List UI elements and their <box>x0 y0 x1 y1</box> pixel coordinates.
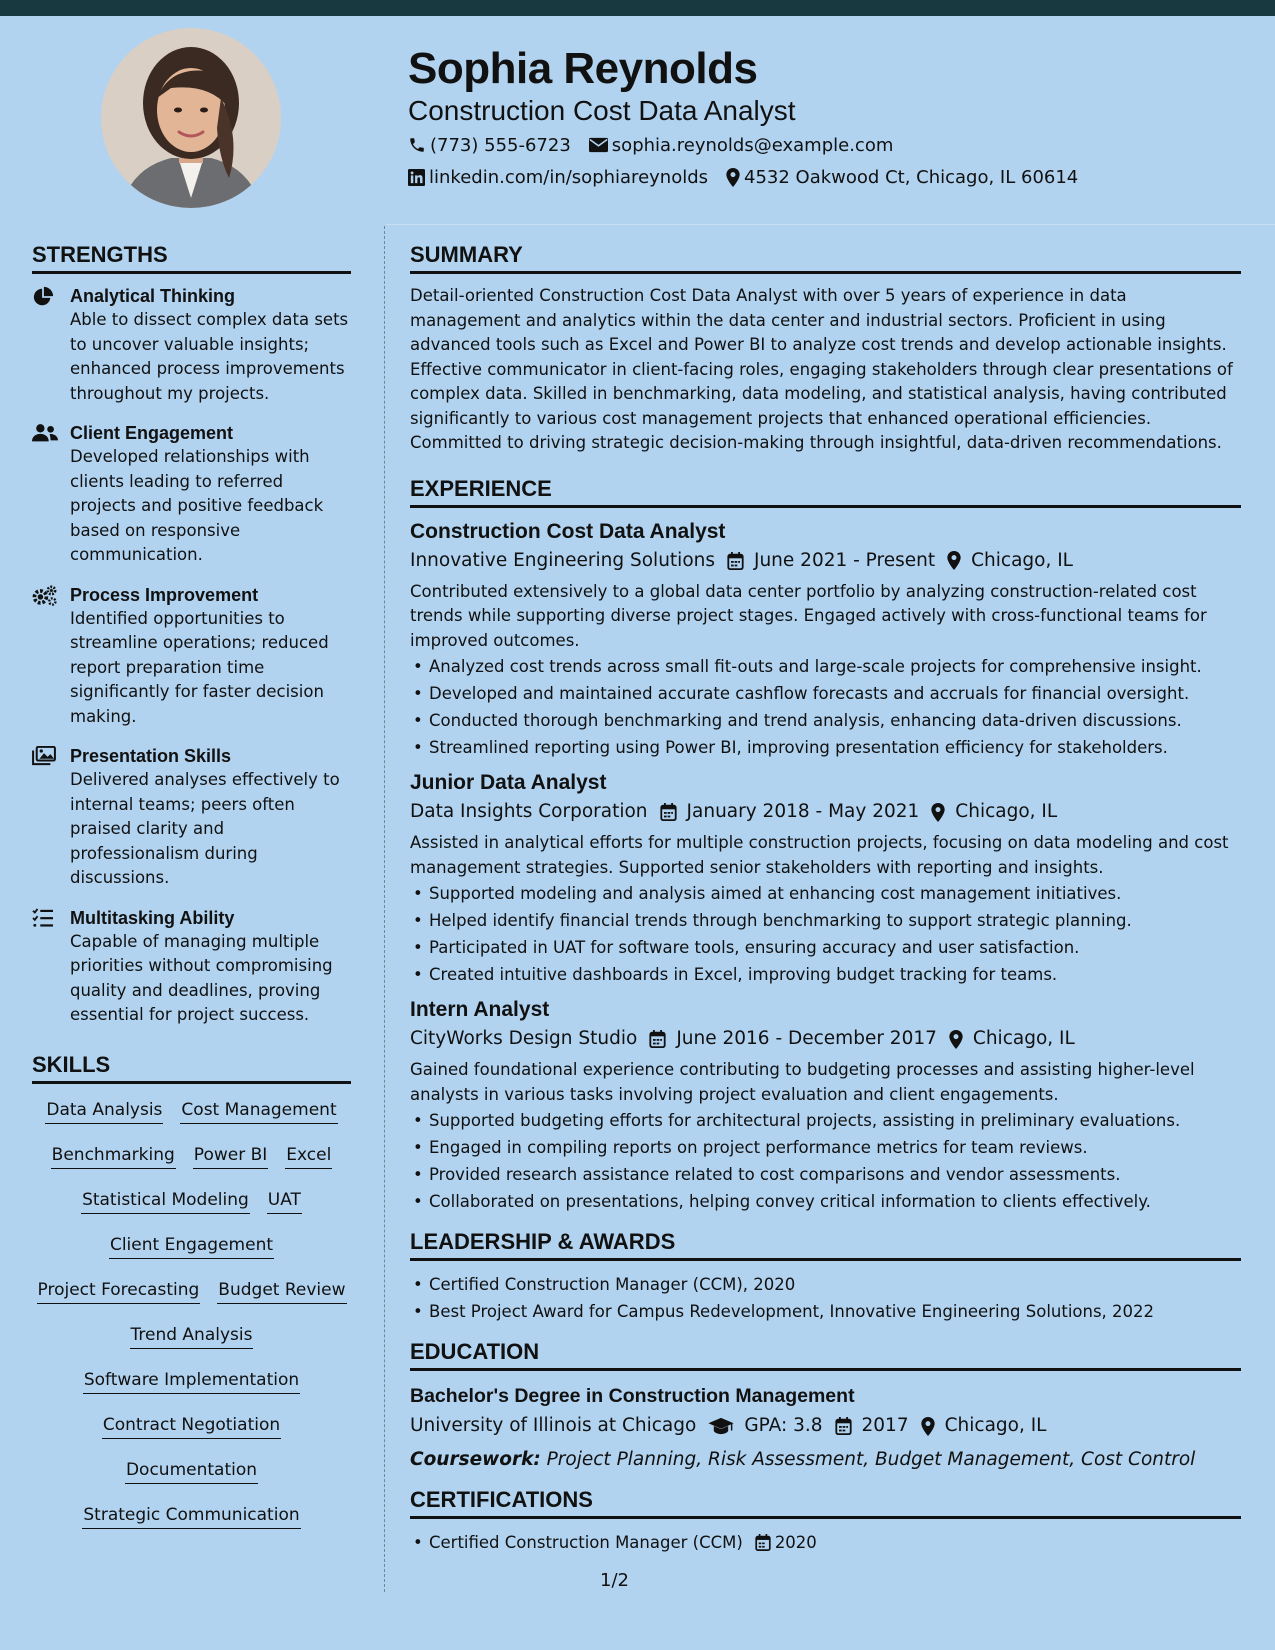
phone-icon <box>408 136 426 154</box>
phone-contact <box>408 135 571 156</box>
job-meta <box>410 546 1241 576</box>
skills-list <box>32 1094 351 1529</box>
skill-tag: Software Implementation <box>83 1368 300 1394</box>
strength-item <box>32 583 351 730</box>
list-item: • Developed and maintained accurate cashflow forecasts and accruals for financial oversight. <box>410 680 1241 707</box>
linkedin-icon <box>408 169 425 186</box>
list-item: • Participated in UAT for software tools, ensuring accuracy and user satisfaction. <box>410 934 1241 961</box>
strengths-heading: STRENGTHS <box>32 240 351 274</box>
job-title: Junior Data Analyst <box>410 771 607 794</box>
strength-item <box>32 284 351 406</box>
contact-row-1 <box>408 130 1248 160</box>
calendar-icon <box>755 1534 771 1551</box>
skill-tag: UAT <box>267 1188 302 1214</box>
strength-item <box>32 421 351 568</box>
list-item: • Supported modeling and analysis aimed at enhancing cost management initiatives. <box>410 880 1241 907</box>
summary-text: Detail-oriented Construction Cost Data Analyst with over 5 years of experience in data management and analytics within the data center and industrial sectors. Proficient in using advanced tools such as Excel and Power BI to analyze cost trends and develop actionable insights. Effective communicator in client-facing roles, engaging stakeholders through clear presentations of complex data. Skilled in benchmarking, data modeling, and statistical analysis, having contributed significantly to various cost management projects that enhanced operational efficiencies. Committed to driving strategic decision-making through insightful, data-driven recommendations. <box>410 286 1233 452</box>
job-description: Gained foundational experience contributing to budgeting processes and assisting higher-level analysts in various tasks involving project evaluation and client engagements. <box>410 1060 1195 1104</box>
skill-tag: Client Engagement <box>109 1233 274 1259</box>
job-dates: June 2021 - Present <box>754 549 936 571</box>
skill-tag: Strategic Communication <box>82 1503 300 1529</box>
job-dates: June 2016 - December 2017 <box>676 1028 937 1049</box>
certification-year: 2020 <box>774 1533 817 1552</box>
coursework-list: Project Planning, Risk Assessment, Budget Management, Cost Control <box>546 1449 1196 1470</box>
skill-tag: Documentation <box>125 1458 258 1484</box>
certifications-heading: CERTIFICATIONS <box>410 1485 1241 1519</box>
coursework-label: Coursework: <box>410 1449 541 1470</box>
list-item: • Conducted thorough benchmarking and trend analysis, enhancing data-driven discussions. <box>410 707 1241 734</box>
school-name: University of Illinois at Chicago <box>410 1415 697 1436</box>
page-number: 1/2 <box>600 1570 629 1591</box>
job-company: Innovative Engineering Solutions <box>410 549 715 571</box>
job-meta <box>410 1024 1241 1054</box>
job-location: Chicago, IL <box>955 801 1058 822</box>
map-pin-icon <box>726 168 740 187</box>
leadership-list <box>410 1271 1241 1325</box>
job-bullets <box>410 653 1241 761</box>
map-pin-icon <box>949 1030 963 1049</box>
experience-heading: EXPERIENCE <box>410 474 1241 508</box>
strength-title: Client Engagement <box>70 423 234 443</box>
education-heading: EDUCATION <box>410 1337 1241 1371</box>
list-item: • Created intuitive dashboards in Excel, improving budget tracking for teams. <box>410 961 1241 988</box>
job-bullets <box>410 880 1241 988</box>
strength-title: Presentation Skills <box>70 746 232 766</box>
strength-item <box>32 744 351 891</box>
envelope-icon <box>589 137 608 153</box>
list-item: • Provided research assistance related to cost comparisons and vendor assessments. <box>410 1161 1241 1188</box>
graduation-cap-icon <box>708 1417 734 1435</box>
graduation-year: 2017 <box>861 1415 909 1436</box>
list-item: • Analyzed cost trends across small fit-outs and large-scale projects for comprehensive insight. <box>410 653 1241 680</box>
job-bullets <box>410 1107 1241 1215</box>
job-company: CityWorks Design Studio <box>410 1028 638 1049</box>
email-link[interactable]: sophia.reynolds@example.com <box>611 134 894 156</box>
linkedin-contact <box>408 167 708 188</box>
list-item: • Engaged in compiling reports on project performance metrics for team reviews. <box>410 1134 1241 1161</box>
calendar-icon <box>649 1030 666 1048</box>
column-divider <box>384 226 385 1592</box>
phone-text[interactable]: (773) 555-6723 <box>430 134 571 156</box>
skill-tag: Budget Review <box>217 1278 346 1304</box>
job-entry <box>410 769 1241 988</box>
job-description: Assisted in analytical efforts for multiple construction projects, focusing on data modeling and cost management strategies. Supported senior stakeholders with reporting and insights. <box>410 833 1229 877</box>
list-item <box>410 1529 1241 1556</box>
certifications-list <box>410 1529 1241 1556</box>
skill-tag: Cost Management <box>180 1098 337 1124</box>
strength-desc: Able to dissect complex data sets to uncover valuable insights; enhanced process improvements throughout my projects. <box>70 310 349 403</box>
school-location: Chicago, IL <box>944 1415 1047 1436</box>
resume-header <box>408 42 1248 192</box>
pie-chart-icon <box>32 286 54 308</box>
strength-title: Process Improvement <box>70 584 259 605</box>
profile-photo <box>101 28 281 208</box>
job-location: Chicago, IL <box>971 549 1073 571</box>
images-icon <box>32 746 56 766</box>
job-location: Chicago, IL <box>972 1028 1075 1049</box>
leadership-heading: LEADERSHIP & AWARDS <box>410 1227 1241 1261</box>
strength-title: Analytical Thinking <box>70 286 236 306</box>
coursework <box>410 1445 1241 1475</box>
skill-tag: Trend Analysis <box>130 1323 254 1349</box>
list-item: • Collaborated on presentations, helping convey critical information to clients effectively. <box>410 1188 1241 1215</box>
job-entry <box>410 518 1241 762</box>
gpa: GPA: 3.8 <box>744 1415 823 1436</box>
right-column <box>410 240 1241 1564</box>
skills-heading: SKILLS <box>32 1050 351 1084</box>
job-meta <box>410 797 1241 827</box>
strength-desc: Delivered analyses effectively to internal teams; peers often praised clarity and professionalism during discussions. <box>70 770 340 887</box>
list-item: • Streamlined reporting using Power BI, improving presentation efficiency for stakeholders. <box>410 734 1241 761</box>
candidate-name: Sophia Reynolds <box>408 44 758 93</box>
job-dates: January 2018 - May 2021 <box>686 801 920 822</box>
list-item: • Helped identify financial trends through benchmarking to support strategic planning. <box>410 907 1241 934</box>
candidate-title: Construction Cost Data Analyst <box>408 95 796 126</box>
map-pin-icon <box>921 1417 935 1436</box>
header-divider <box>386 224 1275 225</box>
map-pin-icon <box>931 803 945 822</box>
job-company: Data Insights Corporation <box>410 801 648 822</box>
calendar-icon <box>835 1417 852 1435</box>
top-bar <box>0 0 1275 16</box>
certification-name: • Certified Construction Manager (CCM) <box>429 1533 743 1552</box>
address-text: 4532 Oakwood Ct, Chicago, IL 60614 <box>744 166 1079 188</box>
skill-tag: Excel <box>285 1143 332 1169</box>
map-pin-icon <box>947 551 961 570</box>
job-title: Intern Analyst <box>410 998 550 1021</box>
list-item: • Supported budgeting efforts for architectural projects, assisting in preliminary evaluations. <box>410 1107 1241 1134</box>
skill-tag: Power BI <box>193 1143 268 1169</box>
strength-item <box>32 906 351 1028</box>
skill-tag: Project Forecasting <box>37 1278 201 1304</box>
strength-desc: Developed relationships with clients leading to referred projects and positive feedback based on responsive communication. <box>70 447 324 564</box>
gears-icon <box>32 585 58 607</box>
skill-tag: Data Analysis <box>45 1098 163 1124</box>
list-check-icon <box>32 908 54 928</box>
strength-title: Multitasking Ability <box>70 907 235 928</box>
skill-tag: Benchmarking <box>51 1143 176 1169</box>
contact-row-2 <box>408 162 1248 192</box>
job-title: Construction Cost Data Analyst <box>410 519 726 543</box>
list-item: • Best Project Award for Campus Redevelopment, Innovative Engineering Solutions, 2022 <box>410 1298 1241 1325</box>
address-contact <box>726 167 1078 188</box>
users-icon <box>32 423 58 443</box>
strength-desc: Identified opportunities to streamline operations; reduced report preparation time significantly for faster decision making. <box>70 608 329 726</box>
calendar-icon <box>727 552 744 570</box>
degree-title: Bachelor's Degree in Construction Management <box>410 1385 855 1407</box>
job-entry <box>410 996 1241 1215</box>
job-description: Contributed extensively to a global data center portfolio by analyzing construction-related cost trends while supporting diverse project stages. Engaged actively with cross-functional teams for improved outcomes. <box>410 581 1207 650</box>
list-item: • Certified Construction Manager (CCM), 2020 <box>410 1271 1241 1298</box>
calendar-icon <box>660 803 677 821</box>
strength-desc: Capable of managing multiple priorities without compromising quality and deadlines, proving essential for project success. <box>70 931 333 1024</box>
left-column <box>32 240 351 1548</box>
summary-heading: SUMMARY <box>410 240 1241 274</box>
linkedin-link[interactable]: linkedin.com/in/sophiareynolds <box>429 166 709 188</box>
education-meta <box>410 1411 1241 1441</box>
skill-tag: Contract Negotiation <box>102 1413 281 1439</box>
skill-tag: Statistical Modeling <box>81 1188 250 1214</box>
email-contact <box>589 135 894 156</box>
